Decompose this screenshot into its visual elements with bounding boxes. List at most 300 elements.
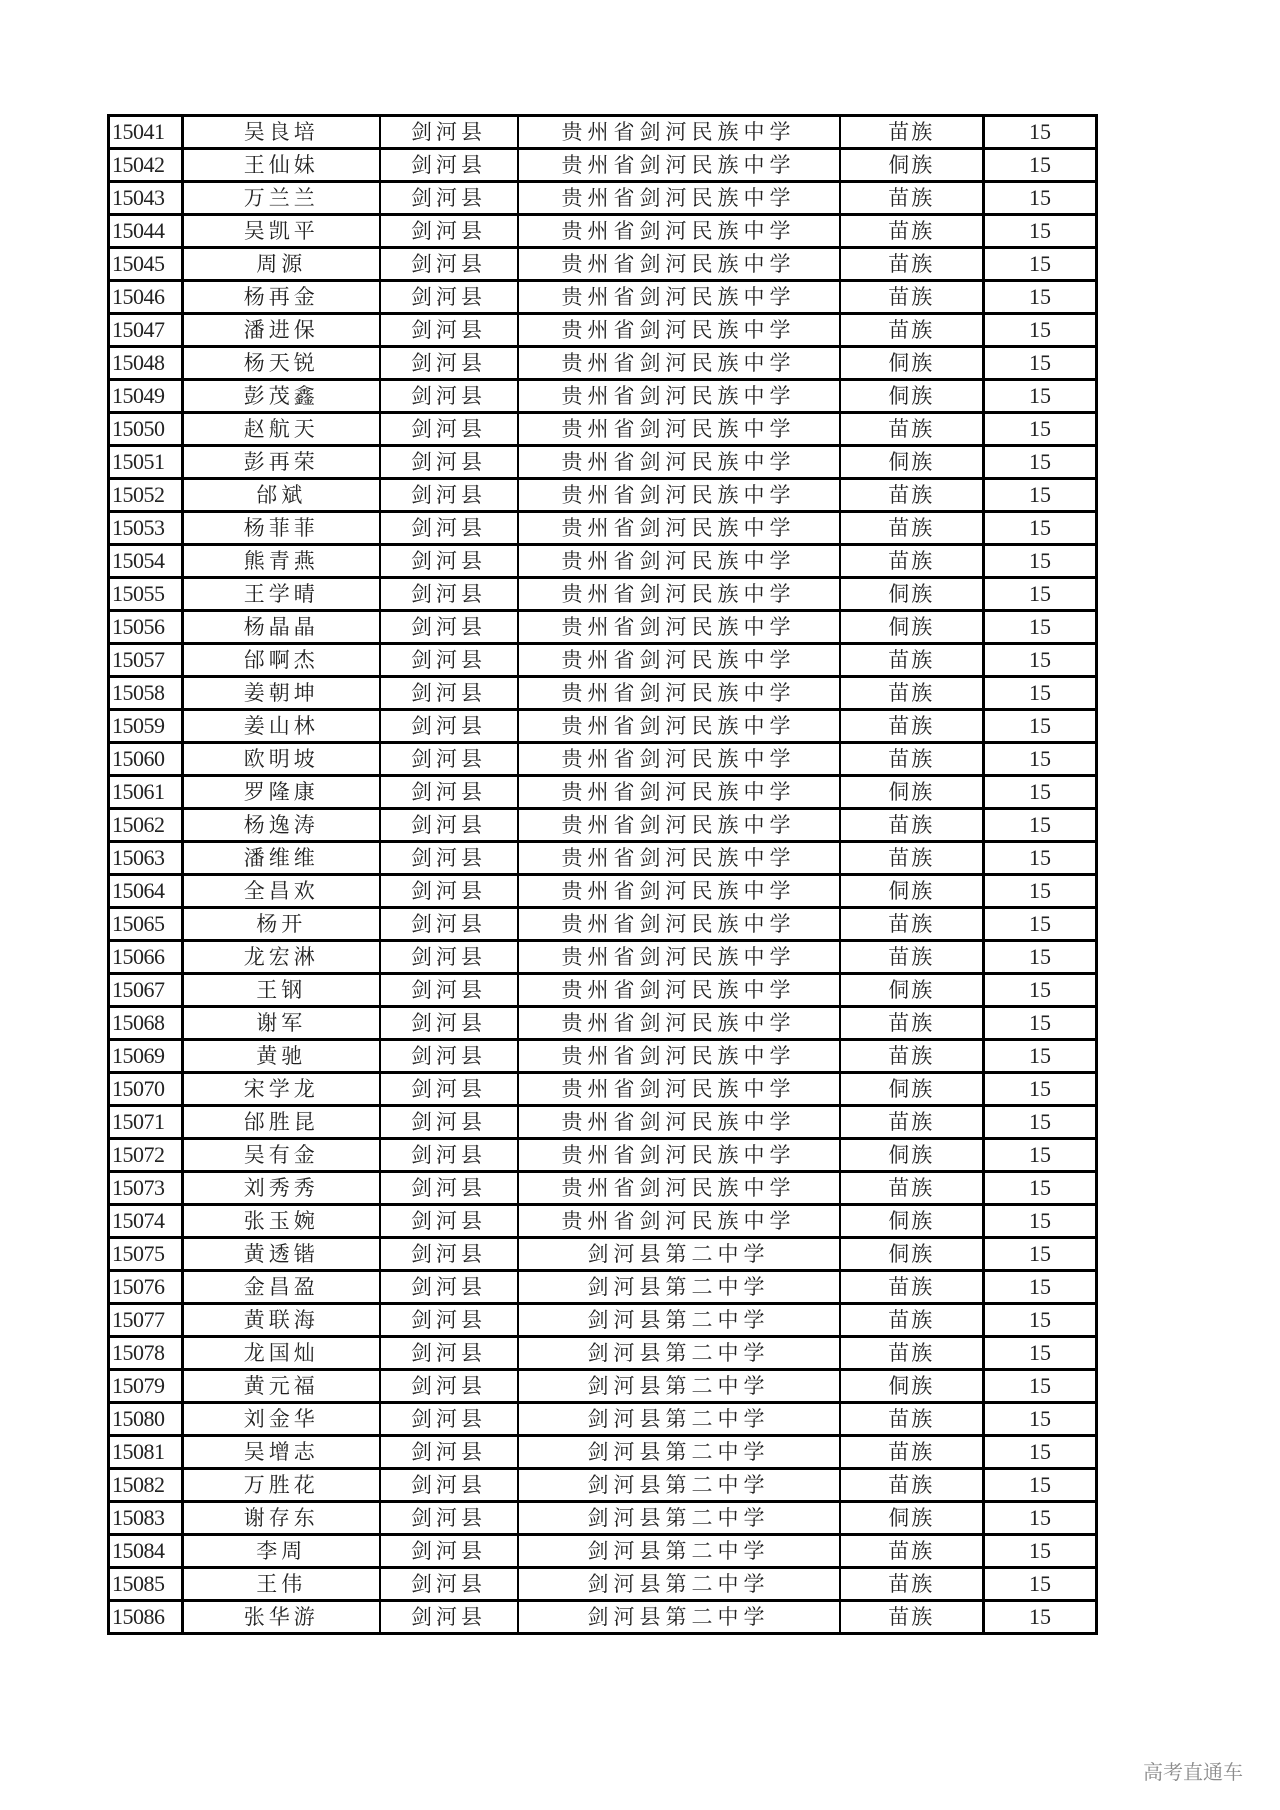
- cell-value: 15: [984, 1337, 1097, 1370]
- cell-county: 剑河县: [380, 116, 518, 149]
- cell-name: 吴良培: [183, 116, 380, 149]
- cell-id: 15052: [109, 479, 183, 512]
- cell-county: 剑河县: [380, 710, 518, 743]
- cell-county: 剑河县: [380, 578, 518, 611]
- cell-county: 剑河县: [380, 677, 518, 710]
- cell-ethnicity: 苗族: [840, 545, 984, 578]
- cell-ethnicity: 苗族: [840, 710, 984, 743]
- cell-ethnicity: 苗族: [840, 842, 984, 875]
- cell-school: 剑河县第二中学: [518, 1601, 840, 1634]
- cell-school: 贵州省剑河民族中学: [518, 149, 840, 182]
- cell-county: 剑河县: [380, 314, 518, 347]
- table-row: [109, 545, 1097, 578]
- cell-county: 剑河县: [380, 1304, 518, 1337]
- cell-value: 15: [984, 512, 1097, 545]
- cell-county: 剑河县: [380, 512, 518, 545]
- cell-value: 15: [984, 1370, 1097, 1403]
- cell-value: 15: [984, 1238, 1097, 1271]
- cell-ethnicity: 苗族: [840, 314, 984, 347]
- student-roster-table: [107, 114, 1098, 1635]
- cell-value: 15: [984, 1436, 1097, 1469]
- cell-value: 15: [984, 578, 1097, 611]
- cell-ethnicity: 侗族: [840, 380, 984, 413]
- cell-value: 15: [984, 1304, 1097, 1337]
- cell-school: 剑河县第二中学: [518, 1469, 840, 1502]
- cell-name: 邰斌: [183, 479, 380, 512]
- cell-id: 15070: [109, 1073, 183, 1106]
- cell-school: 贵州省剑河民族中学: [518, 1139, 840, 1172]
- cell-value: 15: [984, 1271, 1097, 1304]
- cell-county: 剑河县: [380, 1073, 518, 1106]
- cell-id: 15051: [109, 446, 183, 479]
- cell-ethnicity: 苗族: [840, 1469, 984, 1502]
- cell-ethnicity: 苗族: [840, 1436, 984, 1469]
- cell-id: 15065: [109, 908, 183, 941]
- cell-ethnicity: 苗族: [840, 281, 984, 314]
- cell-county: 剑河县: [380, 941, 518, 974]
- cell-ethnicity: 苗族: [840, 1535, 984, 1568]
- cell-id: 15047: [109, 314, 183, 347]
- table-row: [109, 347, 1097, 380]
- table-row: [109, 1007, 1097, 1040]
- cell-county: 剑河县: [380, 1436, 518, 1469]
- cell-ethnicity: 侗族: [840, 446, 984, 479]
- cell-ethnicity: 侗族: [840, 1205, 984, 1238]
- table-row: [109, 149, 1097, 182]
- cell-name: 万胜花: [183, 1469, 380, 1502]
- cell-county: 剑河县: [380, 182, 518, 215]
- cell-county: 剑河县: [380, 1106, 518, 1139]
- cell-name: 王伟: [183, 1568, 380, 1601]
- cell-county: 剑河县: [380, 446, 518, 479]
- cell-ethnicity: 苗族: [840, 677, 984, 710]
- cell-ethnicity: 苗族: [840, 1172, 984, 1205]
- cell-county: 剑河县: [380, 1238, 518, 1271]
- cell-school: 贵州省剑河民族中学: [518, 116, 840, 149]
- cell-county: 剑河县: [380, 908, 518, 941]
- cell-county: 剑河县: [380, 1139, 518, 1172]
- cell-id: 15053: [109, 512, 183, 545]
- cell-id: 15074: [109, 1205, 183, 1238]
- cell-school: 剑河县第二中学: [518, 1370, 840, 1403]
- table-row: [109, 1535, 1097, 1568]
- cell-name: 杨晶晶: [183, 611, 380, 644]
- cell-value: 15: [984, 479, 1097, 512]
- cell-ethnicity: 苗族: [840, 512, 984, 545]
- cell-name: 黄联海: [183, 1304, 380, 1337]
- cell-name: 刘秀秀: [183, 1172, 380, 1205]
- table-row: [109, 809, 1097, 842]
- cell-school: 贵州省剑河民族中学: [518, 1040, 840, 1073]
- table-row: [109, 677, 1097, 710]
- table-row: [109, 413, 1097, 446]
- cell-school: 贵州省剑河民族中学: [518, 677, 840, 710]
- cell-ethnicity: 苗族: [840, 941, 984, 974]
- table-row: [109, 1139, 1097, 1172]
- cell-value: 15: [984, 776, 1097, 809]
- cell-ethnicity: 苗族: [840, 215, 984, 248]
- cell-name: 龙宏淋: [183, 941, 380, 974]
- cell-value: 15: [984, 116, 1097, 149]
- cell-school: 贵州省剑河民族中学: [518, 413, 840, 446]
- cell-ethnicity: 苗族: [840, 1106, 984, 1139]
- cell-name: 熊青燕: [183, 545, 380, 578]
- cell-county: 剑河县: [380, 644, 518, 677]
- cell-name: 黄元福: [183, 1370, 380, 1403]
- cell-county: 剑河县: [380, 545, 518, 578]
- cell-ethnicity: 苗族: [840, 1403, 984, 1436]
- cell-ethnicity: 侗族: [840, 875, 984, 908]
- cell-name: 金昌盈: [183, 1271, 380, 1304]
- cell-school: 贵州省剑河民族中学: [518, 347, 840, 380]
- cell-name: 彭茂鑫: [183, 380, 380, 413]
- cell-value: 15: [984, 1601, 1097, 1634]
- cell-county: 剑河县: [380, 1535, 518, 1568]
- table-row: [109, 512, 1097, 545]
- cell-school: 贵州省剑河民族中学: [518, 512, 840, 545]
- cell-name: 杨菲菲: [183, 512, 380, 545]
- cell-name: 张华游: [183, 1601, 380, 1634]
- cell-name: 全昌欢: [183, 875, 380, 908]
- cell-name: 王仙妹: [183, 149, 380, 182]
- cell-school: 剑河县第二中学: [518, 1436, 840, 1469]
- cell-ethnicity: 苗族: [840, 248, 984, 281]
- cell-ethnicity: 苗族: [840, 743, 984, 776]
- cell-ethnicity: 侗族: [840, 974, 984, 1007]
- cell-name: 吴凯平: [183, 215, 380, 248]
- cell-value: 15: [984, 1139, 1097, 1172]
- cell-name: 黄透锴: [183, 1238, 380, 1271]
- cell-county: 剑河县: [380, 1172, 518, 1205]
- cell-school: 贵州省剑河民族中学: [518, 1205, 840, 1238]
- cell-id: 15063: [109, 842, 183, 875]
- table-row: [109, 1172, 1097, 1205]
- cell-name: 吴增志: [183, 1436, 380, 1469]
- cell-id: 15062: [109, 809, 183, 842]
- cell-ethnicity: 苗族: [840, 413, 984, 446]
- cell-county: 剑河县: [380, 347, 518, 380]
- cell-id: 15056: [109, 611, 183, 644]
- cell-value: 15: [984, 1040, 1097, 1073]
- cell-school: 贵州省剑河民族中学: [518, 545, 840, 578]
- cell-name: 黄驰: [183, 1040, 380, 1073]
- cell-name: 谢军: [183, 1007, 380, 1040]
- table-row: [109, 1304, 1097, 1337]
- cell-school: 贵州省剑河民族中学: [518, 1106, 840, 1139]
- cell-name: 杨再金: [183, 281, 380, 314]
- cell-ethnicity: 侗族: [840, 1139, 984, 1172]
- table-row: [109, 1370, 1097, 1403]
- cell-id: 15055: [109, 578, 183, 611]
- cell-school: 剑河县第二中学: [518, 1271, 840, 1304]
- cell-ethnicity: 苗族: [840, 1271, 984, 1304]
- roster-body: [109, 116, 1097, 1634]
- cell-value: 15: [984, 974, 1097, 1007]
- cell-id: 15072: [109, 1139, 183, 1172]
- cell-school: 剑河县第二中学: [518, 1238, 840, 1271]
- cell-name: 罗隆康: [183, 776, 380, 809]
- cell-value: 15: [984, 149, 1097, 182]
- cell-value: 15: [984, 215, 1097, 248]
- cell-school: 贵州省剑河民族中学: [518, 611, 840, 644]
- table-row: [109, 743, 1097, 776]
- cell-ethnicity: 苗族: [840, 809, 984, 842]
- cell-name: 潘维维: [183, 842, 380, 875]
- cell-id: 15060: [109, 743, 183, 776]
- cell-ethnicity: 苗族: [840, 116, 984, 149]
- cell-school: 剑河县第二中学: [518, 1502, 840, 1535]
- cell-name: 欧明坡: [183, 743, 380, 776]
- cell-name: 谢存东: [183, 1502, 380, 1535]
- cell-value: 15: [984, 281, 1097, 314]
- cell-id: 15058: [109, 677, 183, 710]
- cell-school: 贵州省剑河民族中学: [518, 380, 840, 413]
- cell-id: 15044: [109, 215, 183, 248]
- cell-name: 刘金华: [183, 1403, 380, 1436]
- cell-county: 剑河县: [380, 1040, 518, 1073]
- cell-school: 贵州省剑河民族中学: [518, 809, 840, 842]
- cell-id: 15064: [109, 875, 183, 908]
- cell-id: 15079: [109, 1370, 183, 1403]
- table-row: [109, 1040, 1097, 1073]
- cell-value: 15: [984, 710, 1097, 743]
- cell-county: 剑河县: [380, 1502, 518, 1535]
- cell-id: 15054: [109, 545, 183, 578]
- table-row: [109, 1601, 1097, 1634]
- cell-school: 贵州省剑河民族中学: [518, 974, 840, 1007]
- table-row: [109, 380, 1097, 413]
- table-row: [109, 974, 1097, 1007]
- cell-value: 15: [984, 1403, 1097, 1436]
- cell-name: 宋学龙: [183, 1073, 380, 1106]
- cell-id: 15068: [109, 1007, 183, 1040]
- table-row: [109, 1337, 1097, 1370]
- cell-school: 贵州省剑河民族中学: [518, 446, 840, 479]
- cell-county: 剑河县: [380, 1337, 518, 1370]
- cell-county: 剑河县: [380, 1601, 518, 1634]
- table-row: [109, 116, 1097, 149]
- cell-county: 剑河县: [380, 743, 518, 776]
- cell-ethnicity: 苗族: [840, 479, 984, 512]
- table-row: [109, 875, 1097, 908]
- cell-id: 15082: [109, 1469, 183, 1502]
- cell-id: 15059: [109, 710, 183, 743]
- cell-id: 15069: [109, 1040, 183, 1073]
- cell-value: 15: [984, 941, 1097, 974]
- cell-ethnicity: 侗族: [840, 1073, 984, 1106]
- cell-school: 贵州省剑河民族中学: [518, 578, 840, 611]
- table-row: [109, 1106, 1097, 1139]
- cell-value: 15: [984, 677, 1097, 710]
- cell-name: 邰啊杰: [183, 644, 380, 677]
- table-row: [109, 1238, 1097, 1271]
- cell-name: 龙国灿: [183, 1337, 380, 1370]
- cell-county: 剑河县: [380, 1370, 518, 1403]
- cell-name: 杨逸涛: [183, 809, 380, 842]
- cell-value: 15: [984, 545, 1097, 578]
- cell-name: 赵航天: [183, 413, 380, 446]
- cell-id: 15073: [109, 1172, 183, 1205]
- cell-county: 剑河县: [380, 1205, 518, 1238]
- table-row: [109, 1469, 1097, 1502]
- cell-county: 剑河县: [380, 974, 518, 1007]
- cell-id: 15066: [109, 941, 183, 974]
- cell-ethnicity: 侗族: [840, 347, 984, 380]
- cell-id: 15081: [109, 1436, 183, 1469]
- cell-value: 15: [984, 875, 1097, 908]
- cell-county: 剑河县: [380, 1568, 518, 1601]
- cell-county: 剑河县: [380, 215, 518, 248]
- cell-ethnicity: 苗族: [840, 1040, 984, 1073]
- cell-value: 15: [984, 809, 1097, 842]
- watermark-text: 高考直通车: [1143, 1760, 1243, 1784]
- cell-school: 贵州省剑河民族中学: [518, 248, 840, 281]
- table-row: [109, 611, 1097, 644]
- cell-ethnicity: 苗族: [840, 1337, 984, 1370]
- cell-school: 剑河县第二中学: [518, 1535, 840, 1568]
- cell-county: 剑河县: [380, 479, 518, 512]
- cell-school: 剑河县第二中学: [518, 1568, 840, 1601]
- cell-value: 15: [984, 248, 1097, 281]
- cell-school: 贵州省剑河民族中学: [518, 743, 840, 776]
- table-row: [109, 215, 1097, 248]
- cell-school: 贵州省剑河民族中学: [518, 842, 840, 875]
- cell-school: 贵州省剑河民族中学: [518, 479, 840, 512]
- cell-county: 剑河县: [380, 842, 518, 875]
- cell-name: 王学晴: [183, 578, 380, 611]
- cell-county: 剑河县: [380, 380, 518, 413]
- cell-name: 周源: [183, 248, 380, 281]
- cell-school: 贵州省剑河民族中学: [518, 1073, 840, 1106]
- cell-school: 贵州省剑河民族中学: [518, 1172, 840, 1205]
- cell-county: 剑河县: [380, 776, 518, 809]
- cell-value: 15: [984, 347, 1097, 380]
- cell-ethnicity: 侗族: [840, 611, 984, 644]
- cell-ethnicity: 侗族: [840, 149, 984, 182]
- cell-name: 李周: [183, 1535, 380, 1568]
- cell-name: 杨天锐: [183, 347, 380, 380]
- cell-value: 15: [984, 413, 1097, 446]
- cell-name: 潘进保: [183, 314, 380, 347]
- cell-id: 15080: [109, 1403, 183, 1436]
- cell-id: 15077: [109, 1304, 183, 1337]
- cell-county: 剑河县: [380, 248, 518, 281]
- cell-ethnicity: 苗族: [840, 644, 984, 677]
- cell-value: 15: [984, 1535, 1097, 1568]
- cell-value: 15: [984, 908, 1097, 941]
- cell-school: 贵州省剑河民族中学: [518, 710, 840, 743]
- table-row: [109, 446, 1097, 479]
- cell-id: 15045: [109, 248, 183, 281]
- table-row: [109, 1205, 1097, 1238]
- cell-name: 姜朝坤: [183, 677, 380, 710]
- cell-school: 剑河县第二中学: [518, 1403, 840, 1436]
- table-row: [109, 578, 1097, 611]
- cell-school: 贵州省剑河民族中学: [518, 776, 840, 809]
- cell-id: 15083: [109, 1502, 183, 1535]
- cell-ethnicity: 苗族: [840, 1304, 984, 1337]
- table-row: [109, 842, 1097, 875]
- cell-id: 15050: [109, 413, 183, 446]
- cell-school: 贵州省剑河民族中学: [518, 215, 840, 248]
- table-row: [109, 1502, 1097, 1535]
- cell-name: 王钢: [183, 974, 380, 1007]
- cell-id: 15084: [109, 1535, 183, 1568]
- cell-id: 15067: [109, 974, 183, 1007]
- table-row: [109, 314, 1097, 347]
- cell-ethnicity: 苗族: [840, 1601, 984, 1634]
- cell-school: 贵州省剑河民族中学: [518, 314, 840, 347]
- cell-county: 剑河县: [380, 611, 518, 644]
- cell-id: 15057: [109, 644, 183, 677]
- table-row: [109, 1403, 1097, 1436]
- table-row: [109, 1436, 1097, 1469]
- cell-name: 吴有金: [183, 1139, 380, 1172]
- cell-school: 贵州省剑河民族中学: [518, 1007, 840, 1040]
- cell-value: 15: [984, 1172, 1097, 1205]
- table-row: [109, 248, 1097, 281]
- cell-name: 杨开: [183, 908, 380, 941]
- cell-ethnicity: 侗族: [840, 1238, 984, 1271]
- cell-value: 15: [984, 446, 1097, 479]
- cell-ethnicity: 侗族: [840, 776, 984, 809]
- cell-school: 贵州省剑河民族中学: [518, 875, 840, 908]
- cell-ethnicity: 苗族: [840, 1007, 984, 1040]
- cell-name: 彭再荣: [183, 446, 380, 479]
- cell-value: 15: [984, 182, 1097, 215]
- cell-county: 剑河县: [380, 149, 518, 182]
- cell-name: 张玉婉: [183, 1205, 380, 1238]
- cell-school: 贵州省剑河民族中学: [518, 182, 840, 215]
- cell-value: 15: [984, 743, 1097, 776]
- cell-id: 15085: [109, 1568, 183, 1601]
- table-row: [109, 644, 1097, 677]
- cell-value: 15: [984, 1502, 1097, 1535]
- cell-school: 贵州省剑河民族中学: [518, 908, 840, 941]
- cell-value: 15: [984, 380, 1097, 413]
- cell-school: 剑河县第二中学: [518, 1304, 840, 1337]
- cell-county: 剑河县: [380, 1271, 518, 1304]
- table-row: [109, 776, 1097, 809]
- cell-county: 剑河县: [380, 875, 518, 908]
- table-row: [109, 1271, 1097, 1304]
- cell-id: 15076: [109, 1271, 183, 1304]
- cell-name: 姜山林: [183, 710, 380, 743]
- cell-id: 15071: [109, 1106, 183, 1139]
- cell-id: 15046: [109, 281, 183, 314]
- cell-value: 15: [984, 842, 1097, 875]
- cell-id: 15048: [109, 347, 183, 380]
- cell-school: 贵州省剑河民族中学: [518, 941, 840, 974]
- cell-name: 邰胜昆: [183, 1106, 380, 1139]
- cell-id: 15075: [109, 1238, 183, 1271]
- cell-value: 15: [984, 1469, 1097, 1502]
- cell-id: 15042: [109, 149, 183, 182]
- cell-ethnicity: 侗族: [840, 1502, 984, 1535]
- cell-id: 15041: [109, 116, 183, 149]
- cell-county: 剑河县: [380, 1469, 518, 1502]
- cell-value: 15: [984, 644, 1097, 677]
- cell-ethnicity: 侗族: [840, 1370, 984, 1403]
- cell-school: 贵州省剑河民族中学: [518, 644, 840, 677]
- cell-value: 15: [984, 1073, 1097, 1106]
- cell-value: 15: [984, 1106, 1097, 1139]
- table-row: [109, 908, 1097, 941]
- table-row: [109, 182, 1097, 215]
- cell-school: 剑河县第二中学: [518, 1337, 840, 1370]
- cell-value: 15: [984, 611, 1097, 644]
- cell-name: 万兰兰: [183, 182, 380, 215]
